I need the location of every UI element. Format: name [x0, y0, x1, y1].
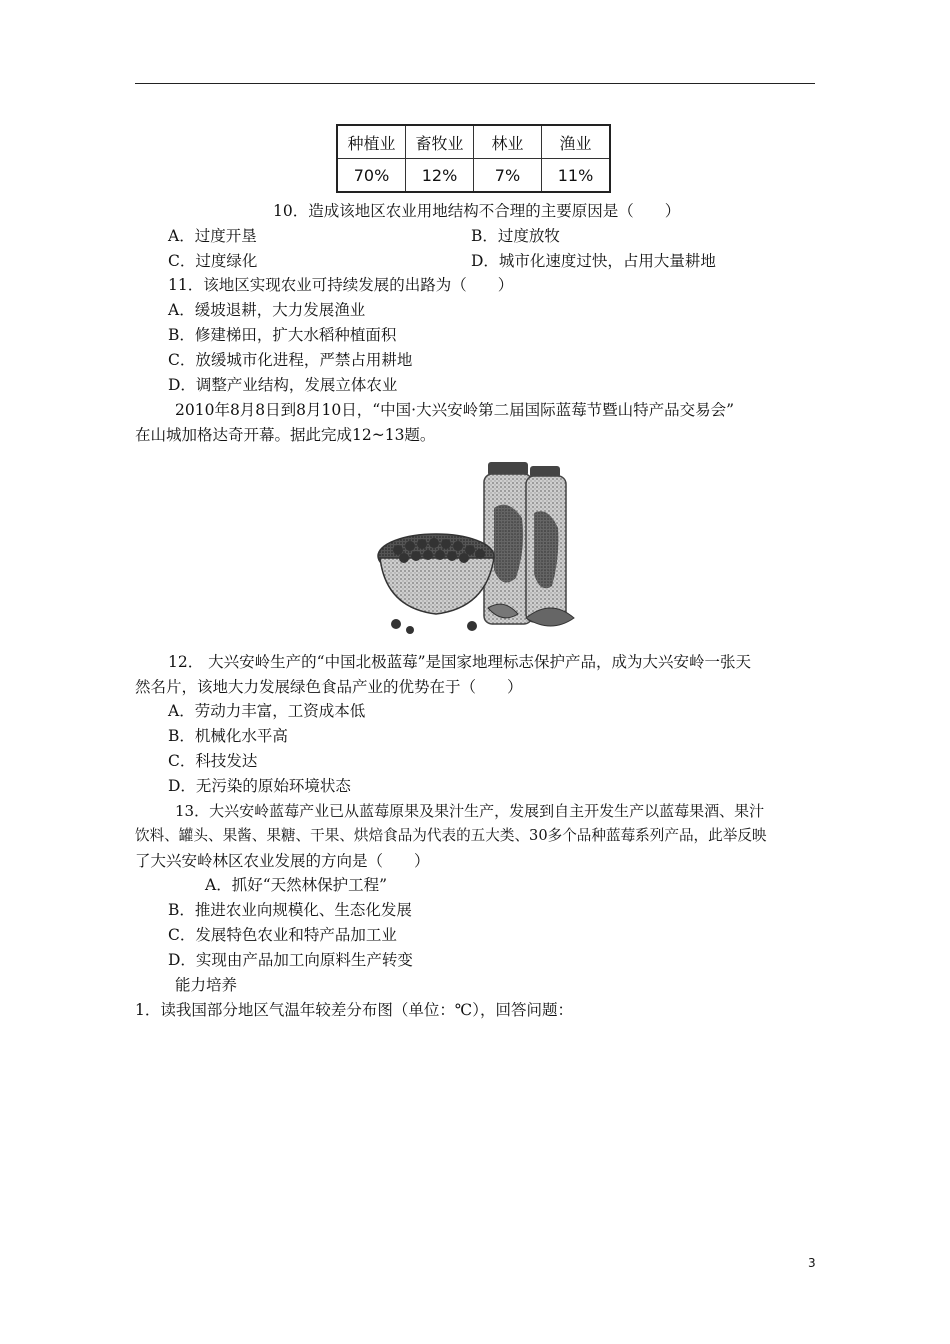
table-header-cell: 种植业 [337, 125, 406, 159]
q12-option-d: D．无污染的原始环境状态 [168, 777, 351, 795]
q13-option-d: D．实现由产品加工向原料生产转变 [168, 951, 413, 969]
q13-stem-line-1: 13．大兴安岭蓝莓产业已从蓝莓原果及果汁生产，发展到自主开发生产以蓝莓果酒、果汁 [175, 802, 765, 820]
q12-stem-line-1: 12． 大兴安岭生产的“中国北极蓝莓”是国家地理标志保护产品，成为大兴安岭一张天 [168, 653, 752, 671]
q12-option-a: A．劳动力丰富，工资成本低 [168, 702, 366, 720]
intro-line-1: 2010年8月8日到8月10日，“中国·大兴安岭第二届国际蓝莓节暨山特产品交易会” [175, 401, 735, 419]
table-header-cell: 渔业 [542, 125, 611, 159]
section-q1: 1．读我国部分地区气温年较差分布图（单位：℃），回答问题： [135, 1001, 573, 1019]
q11-option-a: A．缓坡退耕，大力发展渔业 [168, 301, 366, 319]
table-cell: 70% [337, 159, 406, 193]
q13-option-a: A．抓好“天然林保护工程” [205, 876, 388, 894]
q11-option-d: D．调整产业结构，发展立体农业 [168, 376, 398, 394]
q10-option-b: B．过度放牧 [471, 227, 560, 245]
q13-option-b: B．推进农业向规模化、生态化发展 [168, 901, 412, 919]
table-row [337, 159, 610, 193]
bowl [380, 558, 494, 614]
table-header-cell: 畜牧业 [406, 125, 474, 159]
blueberry-products-figure [376, 458, 586, 640]
q13-option-c: C．发展特色农业和特产品加工业 [168, 926, 397, 944]
table-header-row [337, 125, 610, 159]
header-rule [135, 83, 815, 84]
table-cell: 11% [542, 159, 611, 193]
q12-stem-line-2: 然名片，该地大力发展绿色食品产业的优势在于（ ） [135, 678, 523, 696]
q11-stem: 11．该地区实现农业可持续发展的出路为（ ） [168, 276, 514, 294]
q11-option-c: C．放缓城市化进程，严禁占用耕地 [168, 351, 413, 369]
table-cell: 12% [406, 159, 474, 193]
q11-option-b: B．修建梯田，扩大水稻种植面积 [168, 326, 397, 344]
q10-option-c: C．过度绿化 [168, 252, 258, 270]
q13-stem-line-3: 了大兴安岭林区农业发展的方向是（ ） [135, 852, 430, 870]
q10-option-a: A．过度开垦 [168, 227, 257, 245]
q13-stem-line-2: 饮料、罐头、果酱、果糖、干果、烘焙食品为代表的五大类、30多个品种蓝莓系列产品，此举反映 [135, 827, 767, 844]
page-number: 3 [808, 1256, 816, 1270]
agriculture-land-table [336, 124, 611, 193]
table-header-cell: 林业 [474, 125, 542, 159]
q12-option-c: C．科技发达 [168, 752, 258, 770]
q10-stem: 10．造成该地区农业用地结构不合理的主要原因是（ ） [273, 202, 681, 220]
intro-line-2: 在山城加格达奇开幕。据此完成12~13题。 [135, 426, 436, 444]
table-cell: 7% [474, 159, 542, 193]
q12-option-b: B．机械化水平高 [168, 727, 288, 745]
q10-option-d: D．城市化速度过快，占用大量耕地 [471, 252, 716, 270]
section-title: 能力培养 [175, 976, 238, 994]
